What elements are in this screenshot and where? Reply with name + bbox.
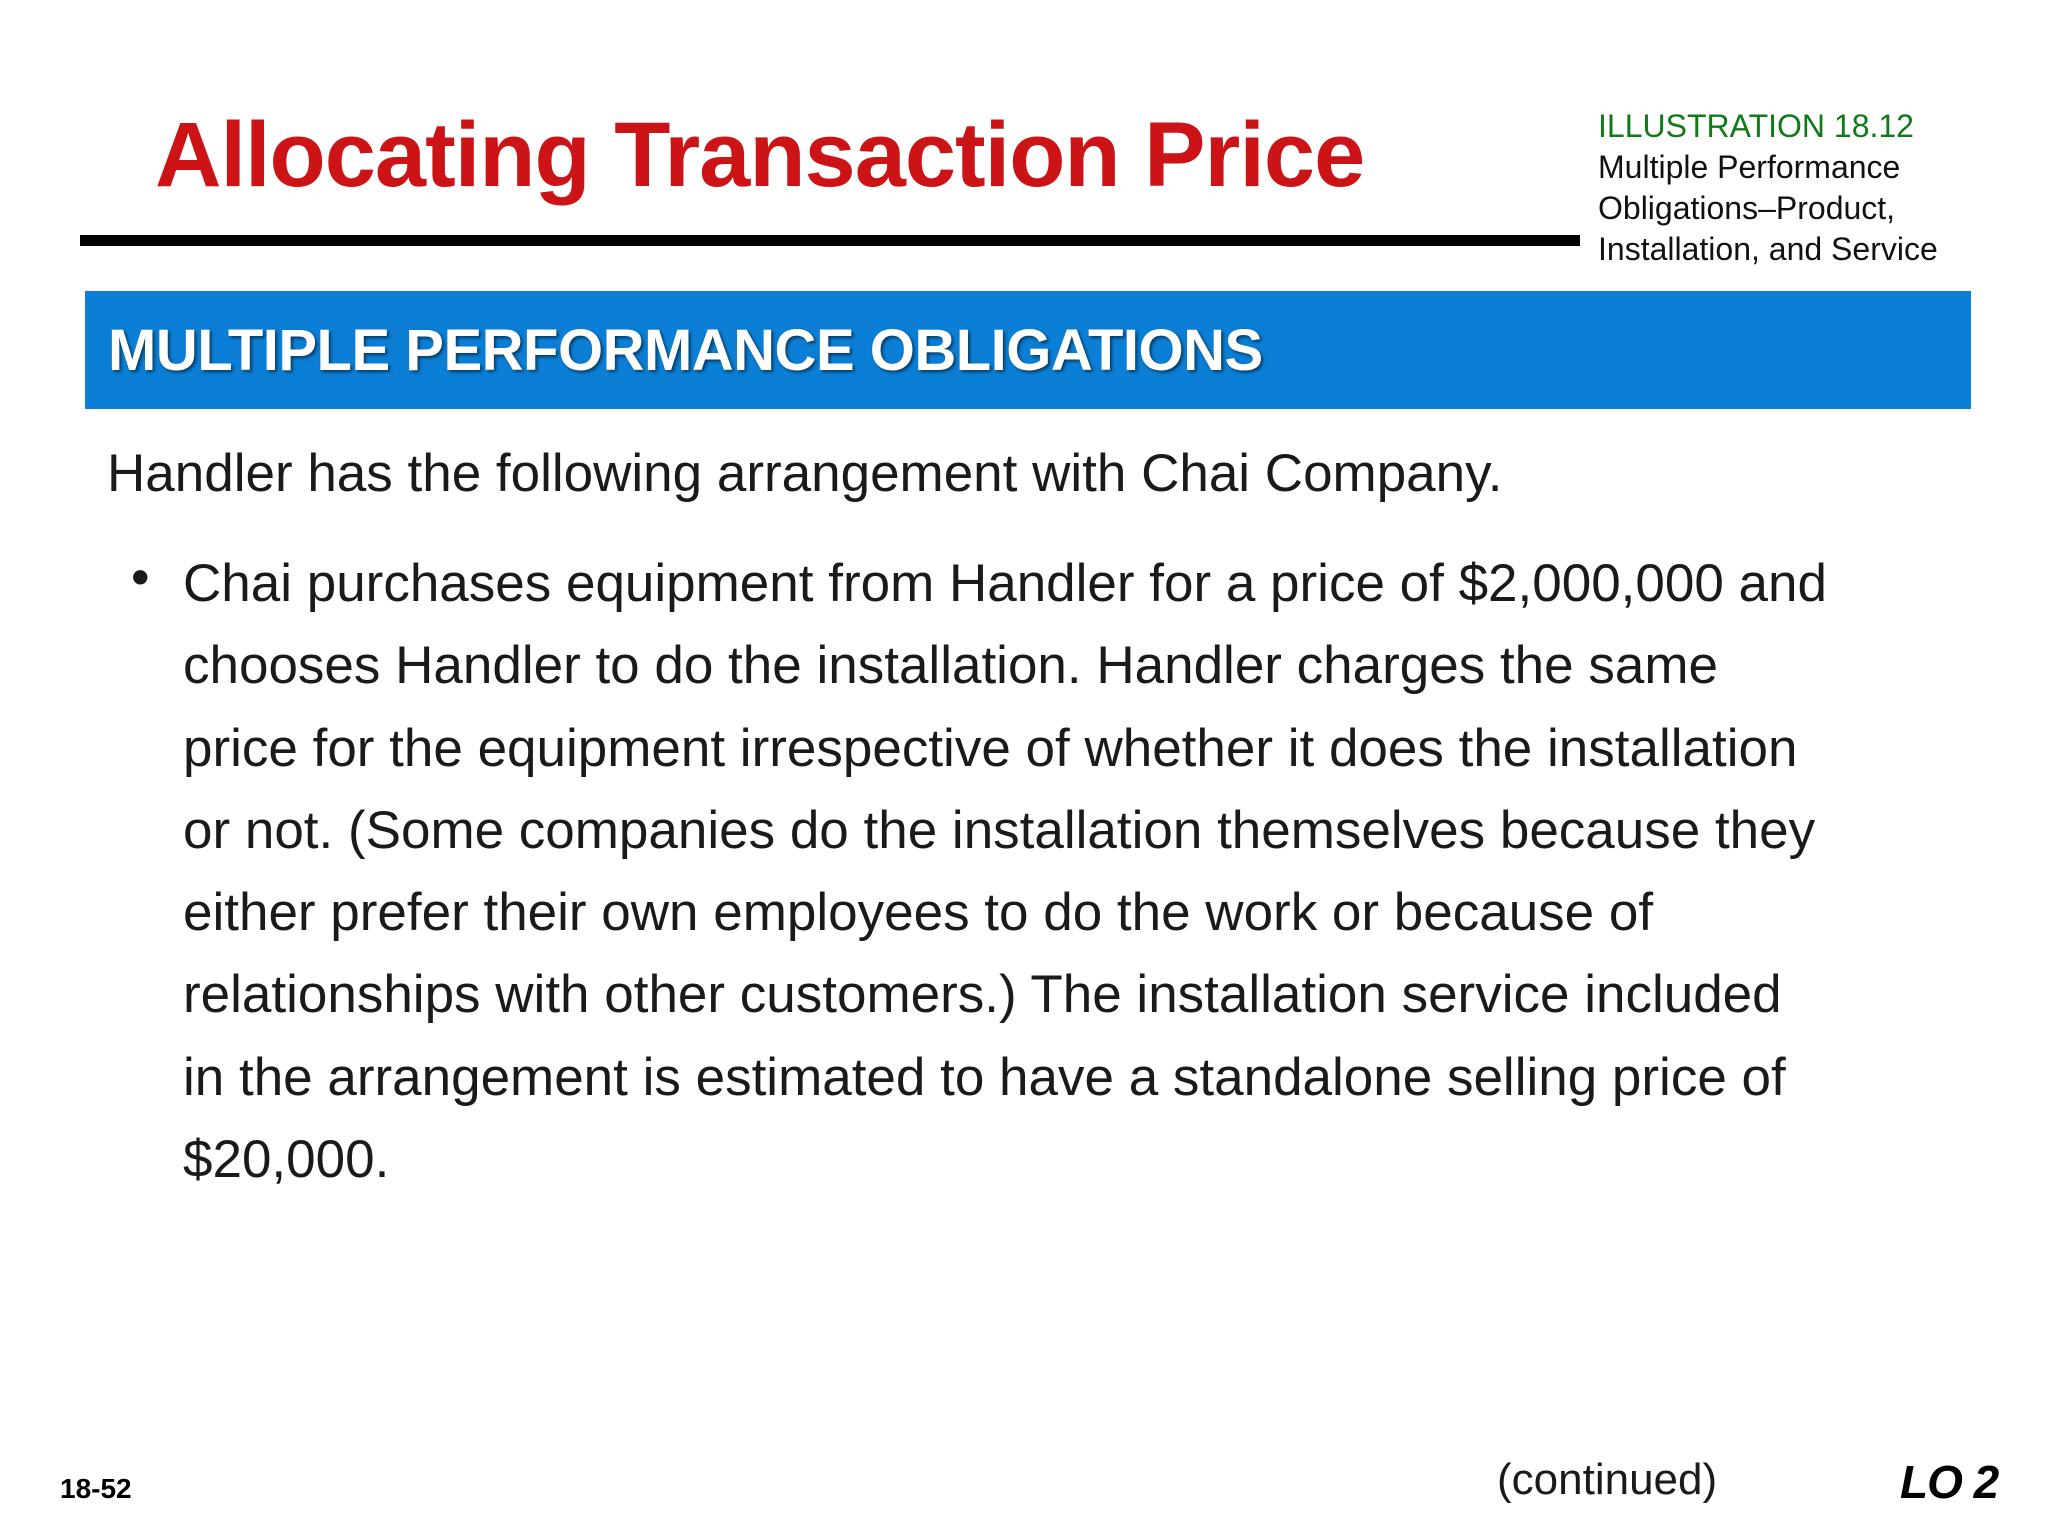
illustration-reference [1598, 106, 1938, 270]
intro-text: Handler has the following arrangement with Chai Company. [107, 444, 1503, 503]
bullet-line: relationships with other customers.) The installation service included [183, 965, 1782, 1025]
illustration-caption-line: Multiple Performance [1598, 149, 1901, 185]
learning-objective-label: LO 2 [1900, 1456, 1999, 1508]
bullet-text [183, 543, 1827, 1201]
slide-title: Allocating Transaction Price [155, 104, 1365, 206]
title-divider [80, 235, 1580, 246]
bullet-line: Chai purchases equipment from Handler for a price of $2,000,000 and [183, 554, 1827, 613]
bullet-line: $20,000. [183, 1130, 390, 1190]
illustration-caption-line: Installation, and Service [1598, 231, 1938, 267]
section-banner [85, 291, 1971, 409]
bullet-line: price for the equipment irrespective of whether it does the installation [183, 718, 1798, 778]
bullet-line: in the arrangement is estimated to have a standalone selling price of [183, 1047, 1786, 1107]
illustration-number: ILLUSTRATION 18.12 [1598, 108, 1914, 144]
bullet-line: either prefer their own employees to do the work or because of [183, 883, 1654, 943]
illustration-caption-line: Obligations–Product, [1598, 190, 1896, 226]
bullet-line: or not. (Some companies do the installation themselves because they [183, 800, 1816, 860]
bullet-line: chooses Handler to do the installation. Handler charges the same [183, 636, 1718, 696]
bullet-marker: • [131, 548, 150, 607]
slide-number: 18-52 [60, 1473, 132, 1504]
continued-note: (continued) [1497, 1455, 1718, 1504]
section-heading: MULTIPLE PERFORMANCE OBLIGATIONS [108, 318, 1263, 383]
